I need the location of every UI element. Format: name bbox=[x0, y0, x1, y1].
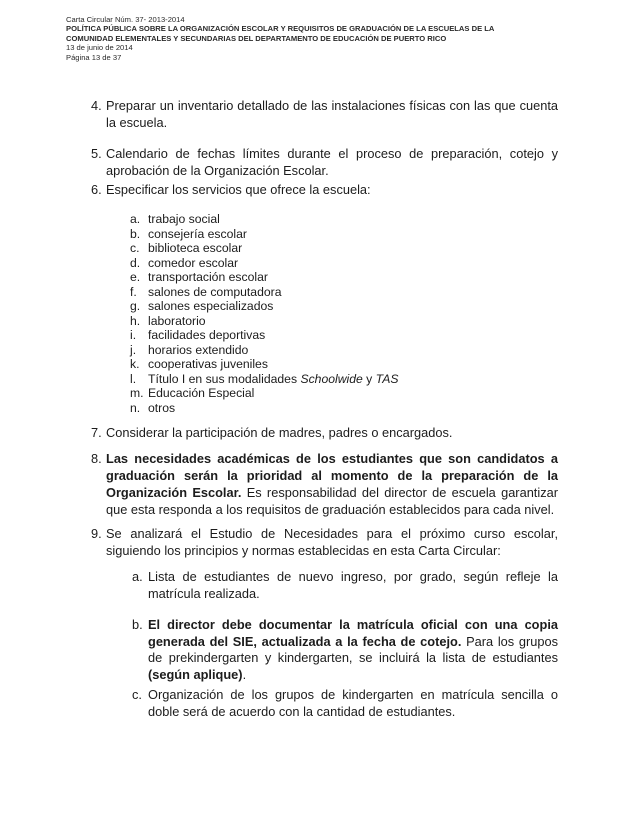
header-circular-number: Carta Circular Núm. 37- 2013-2014 bbox=[66, 15, 185, 24]
document-header bbox=[66, 15, 586, 62]
list-item: d. comedor escolar bbox=[130, 255, 239, 270]
list-item-9 bbox=[91, 525, 558, 559]
list-item: n. otros bbox=[130, 400, 176, 415]
item-number: 6. bbox=[91, 182, 102, 197]
list-item-8 bbox=[91, 450, 558, 518]
item-text: Especificar los servicios que ofrece la escuela: bbox=[106, 182, 371, 197]
subitem-text: Lista de estudiantes de nuevo ingreso, por grado, según refleje la matrícula realizada. bbox=[148, 569, 558, 601]
services-list bbox=[130, 212, 398, 415]
subitem-bold-text: El director debe documentar la matrícula oficial con una copia generada del SIE, actualizada a la fecha de cotejo. bbox=[148, 617, 558, 649]
item-text: Preparar un inventario detallado de las instalaciones físicas con las que cuenta la escuela. bbox=[106, 98, 558, 130]
list-item: g. salones especializados bbox=[130, 299, 274, 313]
item-number: 7. bbox=[91, 425, 102, 440]
list-item: f. salones de computadora bbox=[130, 284, 282, 299]
list-item: c. biblioteca escolar bbox=[130, 241, 243, 255]
list-item: i. facilidades deportivas bbox=[130, 328, 266, 342]
item-number: 9. bbox=[91, 526, 102, 541]
subitem-9c bbox=[132, 687, 558, 720]
subitem-text: Para los grupos de prekindergarten y kindergarten, se incluirá la lista de estudiantes bbox=[148, 633, 558, 665]
item-text: Considerar la participación de madres, padres o encargados. bbox=[106, 425, 453, 440]
list-item: b. consejería escolar bbox=[130, 226, 247, 241]
header-page-number: Página 13 de 37 bbox=[66, 52, 122, 62]
list-item-6 bbox=[91, 181, 558, 198]
list-item: k. cooperativas juveniles bbox=[130, 357, 268, 371]
list-item-4 bbox=[91, 97, 558, 131]
subitem-letter: b. bbox=[132, 617, 143, 632]
list-item: l. Título I en sus modalidades Schoolwide y TAS bbox=[130, 371, 399, 386]
list-item-5 bbox=[91, 145, 558, 179]
item-number: 8. bbox=[91, 451, 102, 466]
list-item: a. trabajo social bbox=[130, 212, 220, 226]
header-date: 13 de junio de 2014 bbox=[66, 43, 133, 53]
header-title-line1: POLÍTICA PÚBLICA SOBRE LA ORGANIZACIÓN ESCOLAR Y REQUISITOS DE GRADUACIÓN DE LA ESCUELAS DE LA bbox=[66, 24, 495, 34]
subitem-letter: a. bbox=[132, 569, 143, 584]
list-item: e. transportación escolar bbox=[130, 270, 268, 284]
item-bold-text: Las necesidades académicas de los estudiantes que son candidatos a graduación serán la prioridad al momento de la preparación de la Organización Escolar. bbox=[106, 451, 558, 500]
header-title-line2: COMUNIDAD ELEMENTALES Y SECUNDARIAS DEL DEPARTAMENTO DE EDUCACIÓN DE PUERTO RICO bbox=[66, 33, 447, 43]
item-number: 5. bbox=[91, 146, 102, 161]
list-item: j. horarios extendido bbox=[130, 342, 249, 357]
list-item-7 bbox=[91, 424, 558, 441]
subitem-9b: b. El director debe documentar la matrícula oficial con una copia generada del SIE, actualizada a la fecha de cotejo. Para los grupos de prekindergarten y kindergarten, se incluirá la lista de estudiantes (según aplique). bbox=[132, 617, 558, 682]
list-item: h. laboratorio bbox=[130, 313, 206, 328]
subitem-bold-note: (según aplique) bbox=[148, 666, 243, 682]
subitem-text: Organización de los grupos de kindergarten en matrícula sencilla o doble será de acuerdo con la cantidad de estudiantes. bbox=[148, 687, 558, 719]
item-text: Se analizará el Estudio de Necesidades para el próximo curso escolar, siguiendo los principios y normas establecidas en esta Carta Circular: bbox=[106, 526, 558, 558]
list-item: m. Educación Especial bbox=[130, 386, 255, 400]
subitem-letter: c. bbox=[132, 687, 142, 702]
item-text: Es responsabilidad del director de escuela garantizar que esta responda a los requisitos de graduación establecidos para cada nivel. bbox=[106, 485, 558, 517]
item-number: 4. bbox=[91, 98, 102, 113]
subitem-9a bbox=[132, 569, 558, 602]
item-text: Calendario de fechas límites durante el proceso de preparación, cotejo y aprobación de la Organización Escolar. bbox=[106, 146, 558, 178]
